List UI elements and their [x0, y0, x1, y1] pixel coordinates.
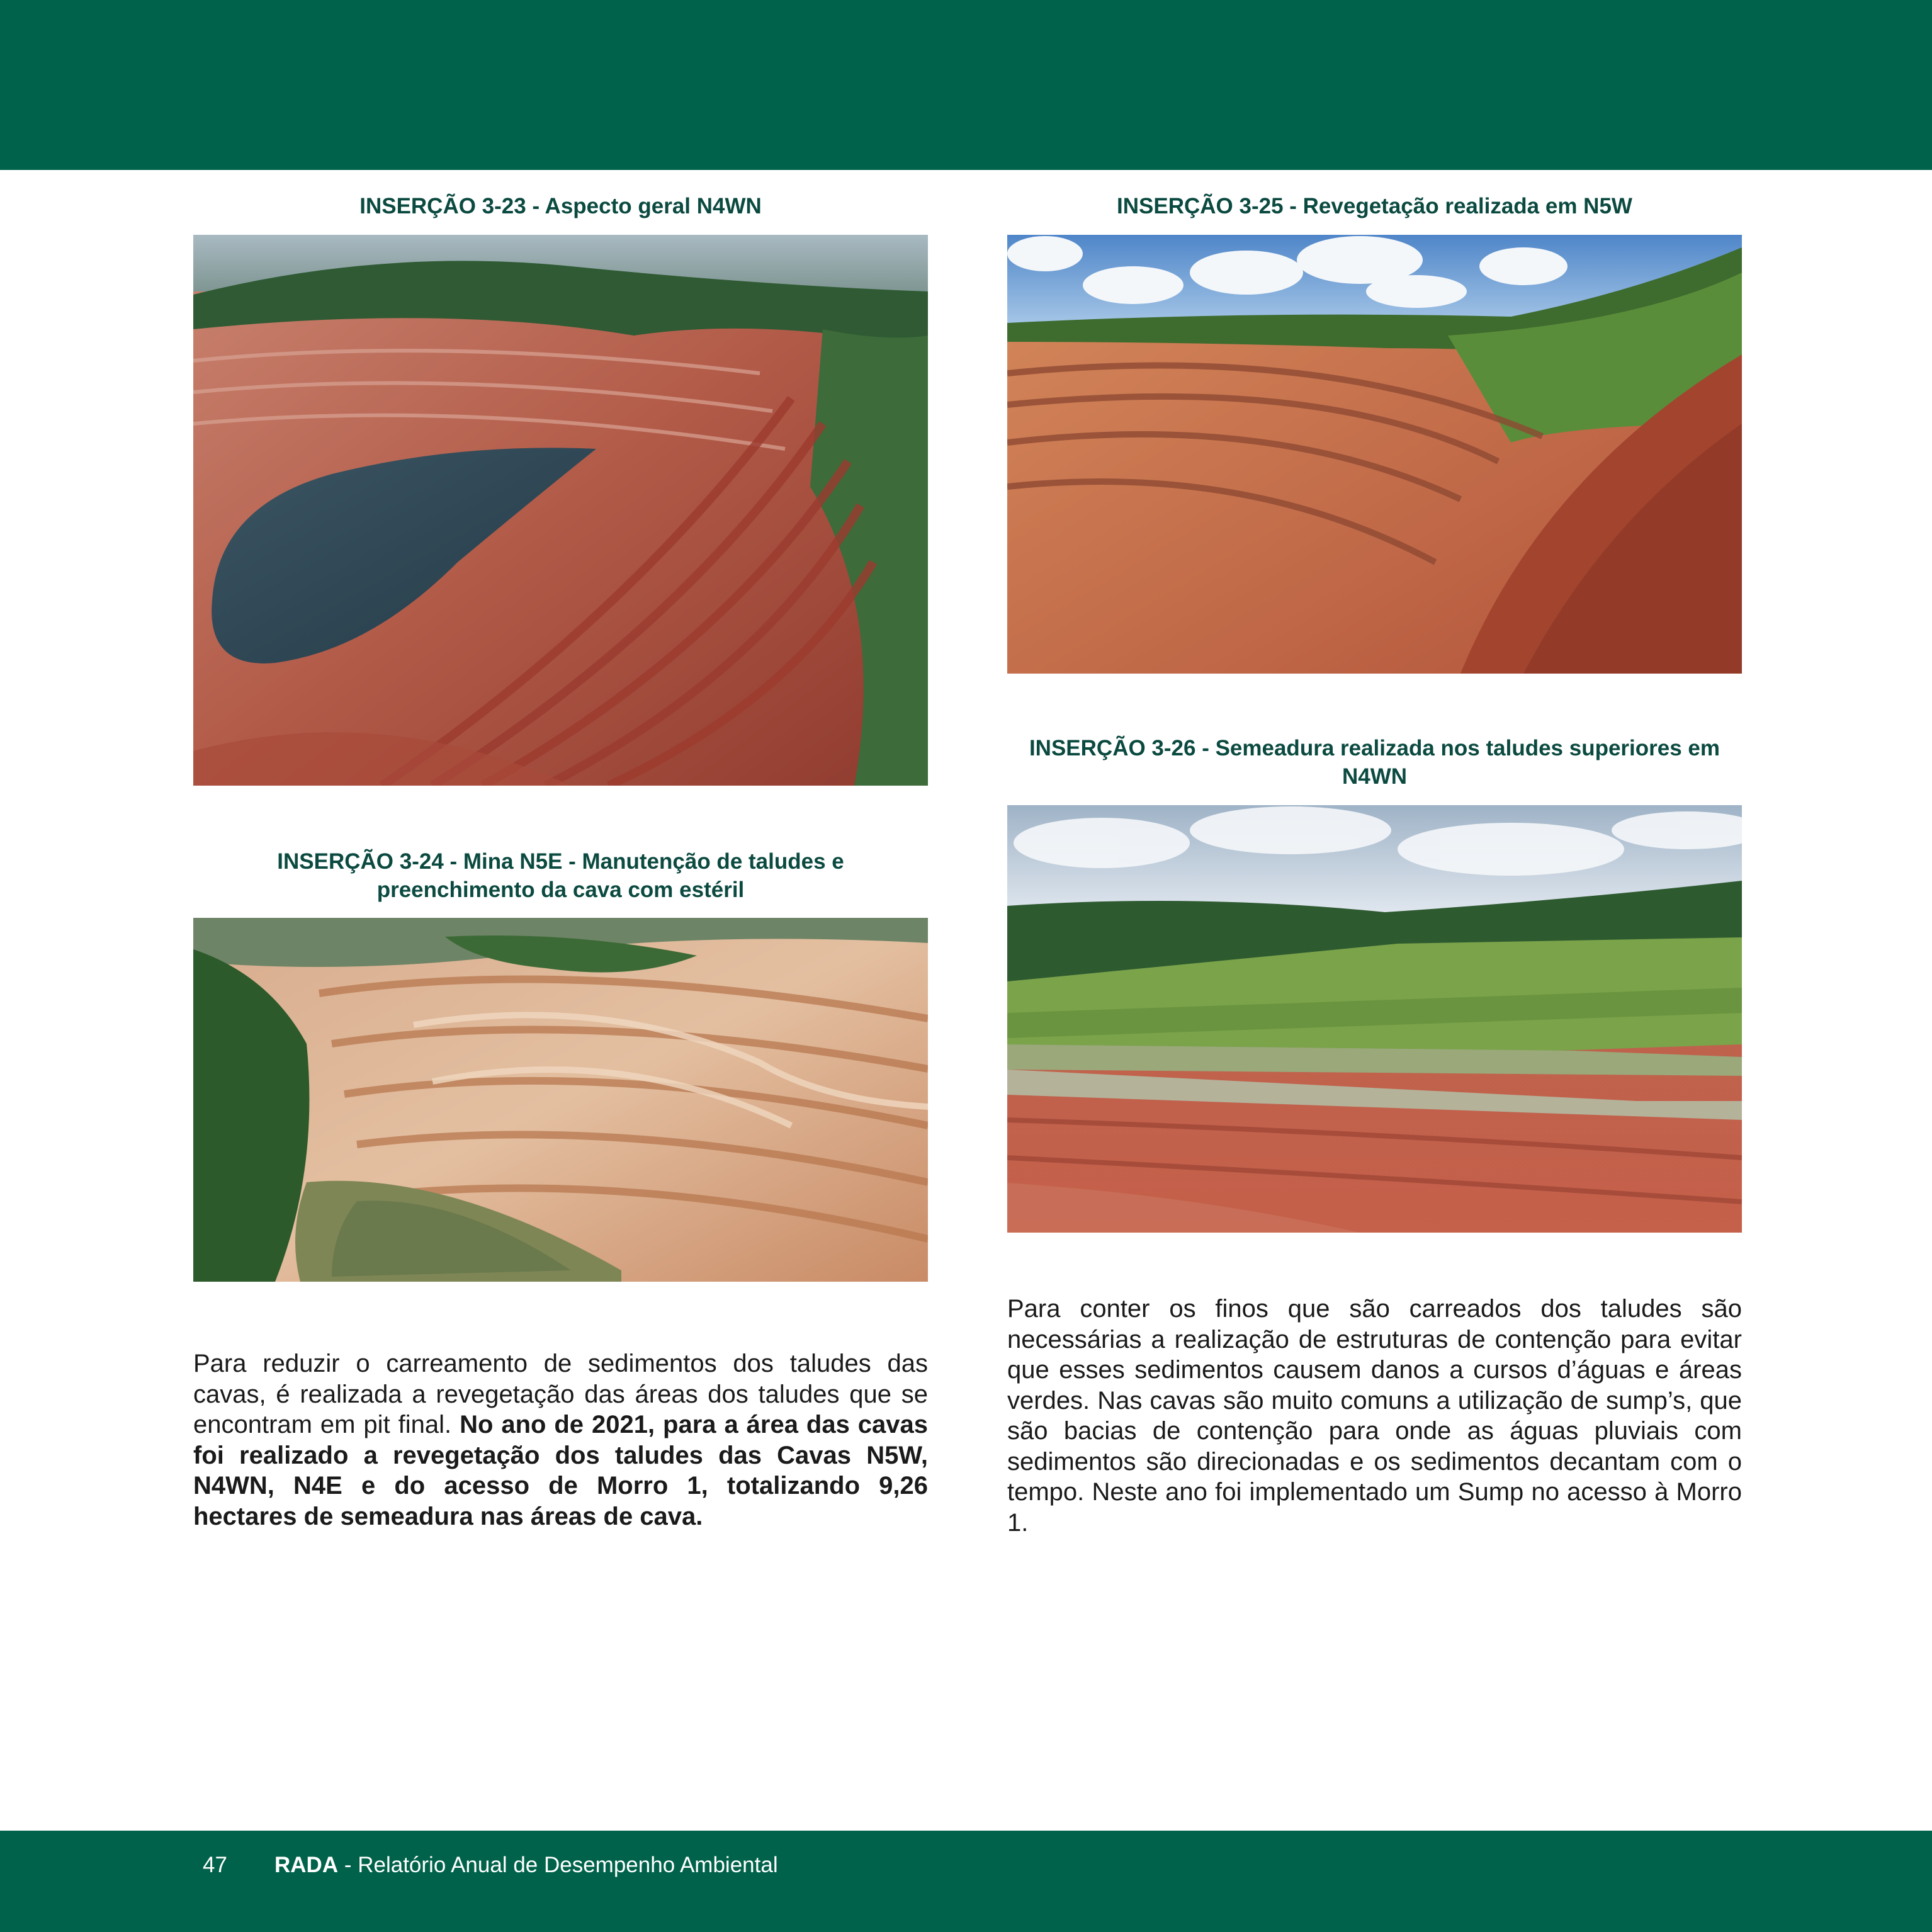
left-paragraph — [193, 1348, 928, 1532]
right-paragraph: Para conter os finos que são carreados dos taludes são necessárias a realização de estruturas de contenção para evitar que esses sedimentos causem danos a cursos d’águas e áreas verdes. Nas cavas são muito comuns a utilização de sump’s, que são bacias de contenção para onde as águas pluviais com sedimentos são direcionadas e os sedimentos decantam com o tempo. Neste ano foi implementado um Sump no acesso à Morro 1. — [1007, 1295, 1742, 1537]
header-bar — [0, 0, 1932, 170]
footer-title: - Relatório Anual de Desempenho Ambiental — [338, 1853, 778, 1877]
open-pit-mine-with-lake-photo — [193, 235, 928, 786]
figure-caption-3-25: INSERÇÃO 3-25 - Revegetação realizada em N5W — [1117, 194, 1632, 218]
left-paragraph-bold: No ano de 2021, para a área das cavas foi realizado a revegetação dos taludes das Cavas N5W, N4WN, N4E e do acesso de Morro 1, totalizando 9,26 hectares de semeadura nas áreas de cava. — [193, 1411, 928, 1530]
figure-caption-3-26 — [1007, 734, 1742, 791]
seeded-upper-slopes-photo — [1007, 805, 1742, 1233]
footer — [203, 1850, 778, 1881]
figure-caption-3-26-line2: N4WN — [1342, 764, 1408, 789]
revegetated-slopes-photo — [1007, 235, 1742, 674]
figure-caption-3-26-line1: INSERÇÃO 3-26 - Semeadura realizada nos taludes superiores em — [1029, 736, 1720, 760]
figure-caption-3-23: INSERÇÃO 3-23 - Aspecto geral N4WN — [359, 194, 762, 218]
mine-benches-aerial-photo — [193, 918, 928, 1282]
footer-bar — [0, 1831, 1932, 1932]
figure-caption-3-24-line2: preenchimento da cava com estéril — [376, 878, 745, 902]
figure-caption-3-24 — [193, 847, 928, 904]
left-paragraph-normal: Para reduzir o carreamento de sedimentos dos taludes das cavas, é realizada a revegetação das áreas dos taludes que se encontram em pit final. — [193, 1350, 928, 1438]
figure-caption-3-24-line1: INSERÇÃO 3-24 - Mina N5E - Manutenção de taludes e — [277, 849, 844, 874]
page-number: 47 — [203, 1853, 227, 1877]
footer-brand: RADA — [274, 1853, 339, 1877]
